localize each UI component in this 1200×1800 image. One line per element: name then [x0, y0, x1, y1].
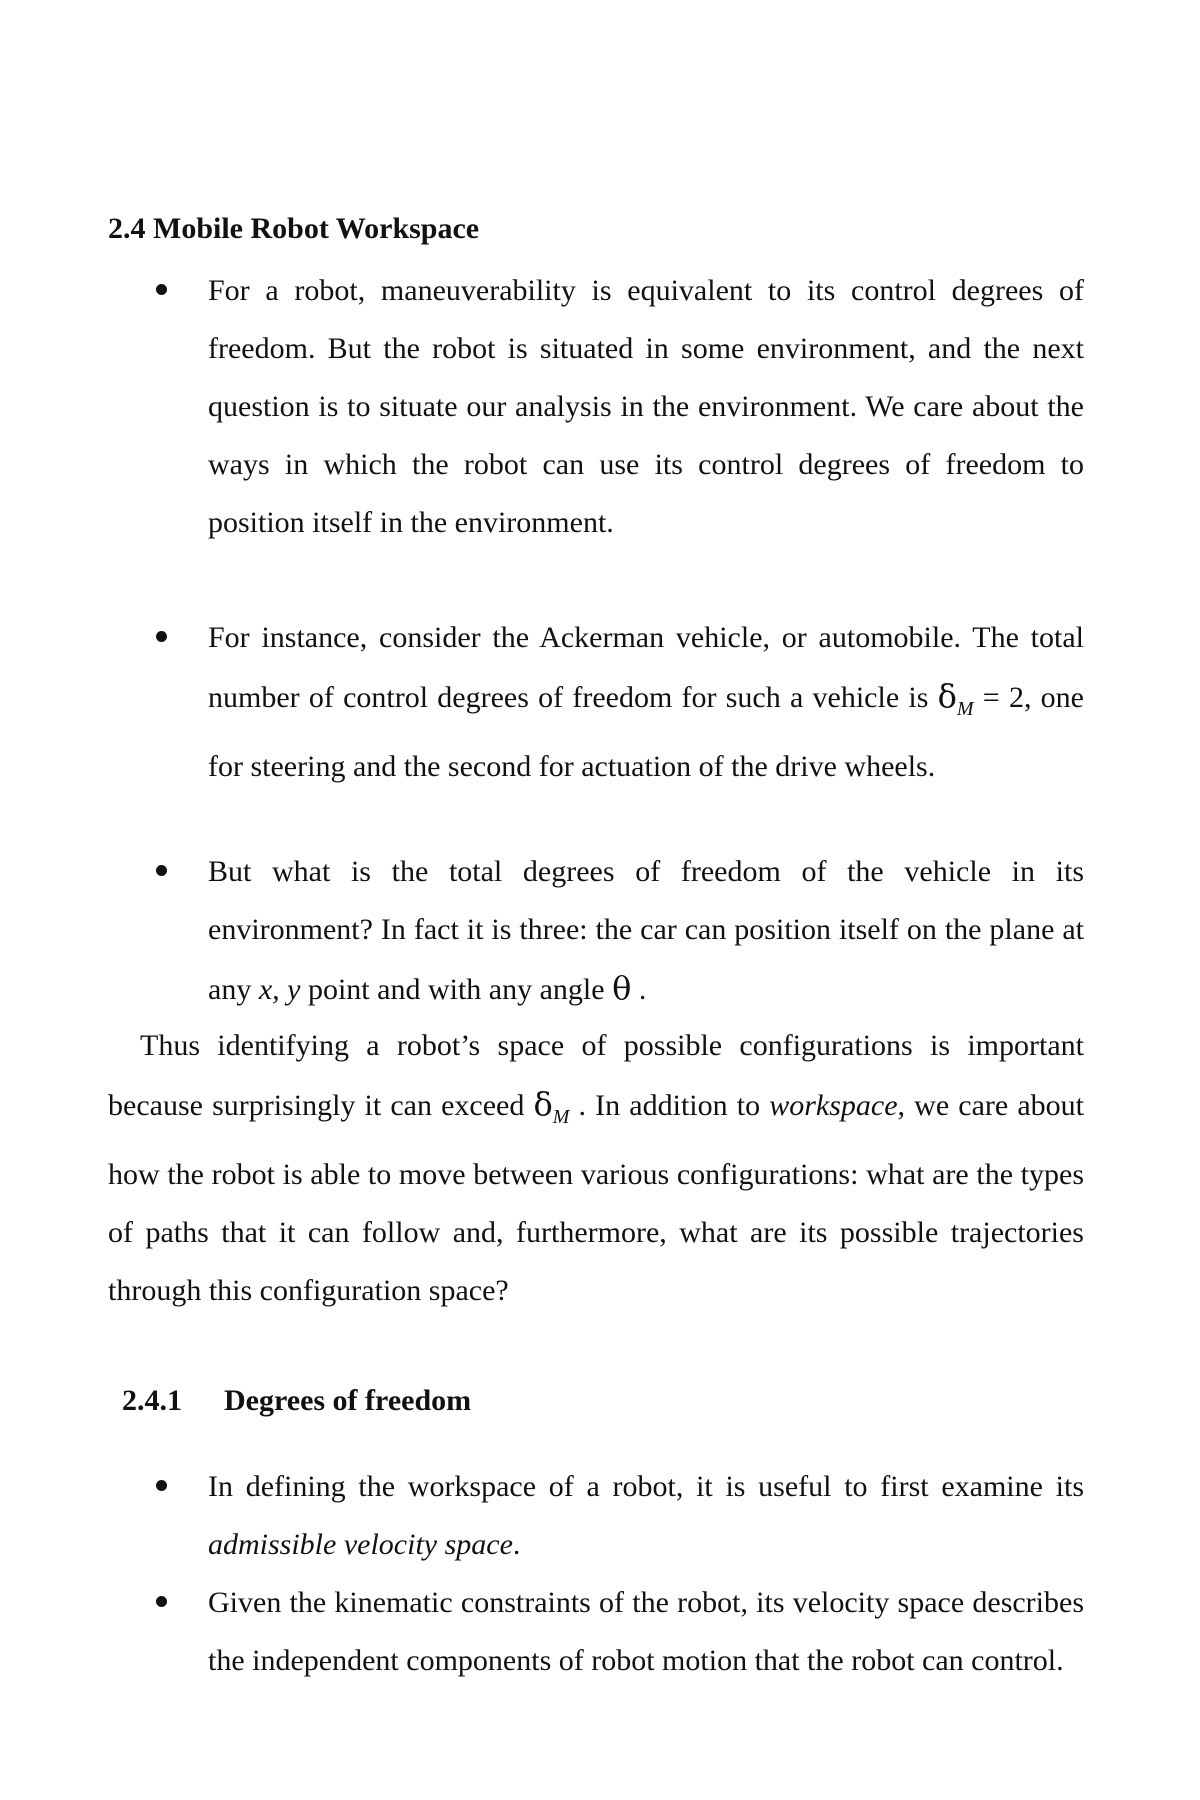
paragraph-text: , we care about how the robot is able to move between various configurations: what are the types of paths that it can follow and, furthermore, what are its possible trajectories through this configuration space?: [108, 1089, 1084, 1307]
delta-subscript: M: [552, 1106, 570, 1128]
bullet-item: [208, 609, 1084, 796]
delta-subscript: M: [956, 698, 974, 720]
section-number: 2.4: [108, 212, 146, 245]
bullet-marker: [156, 1480, 167, 1491]
body-paragraph: [108, 1017, 1084, 1320]
delta-symbol: δ: [533, 1085, 553, 1123]
italic-term: admissible velocity space: [208, 1528, 513, 1561]
subsection-number: 2.4.1: [122, 1384, 182, 1417]
bullet-text: In defining the workspace of a robot, it is useful to first examine its: [208, 1470, 1084, 1503]
section-title: Mobile Robot Workspace: [153, 212, 480, 245]
subsection-heading: [122, 1384, 471, 1418]
bullet-text: Given the kinematic constraints of the robot, its velocity space describes the independent components of robot motion that the robot can control.: [208, 1586, 1084, 1677]
bullet-text: But what is the total degrees of freedom of the vehicle in its environment? In fact it is three: the car can position itself on the plane at any: [208, 855, 1084, 1006]
bullet-item: [208, 843, 1084, 1019]
bullet-item: [208, 1458, 1084, 1574]
bullet-text: .: [631, 973, 647, 1006]
bullet-text: For instance, consider the Ackerman vehicle, or automobile. The total number of control degrees of freedom for such a vehicle is: [208, 621, 1084, 714]
xy-variable: x, y: [258, 973, 301, 1006]
bullet-item: [208, 1574, 1084, 1690]
paragraph-text: Thus identifying a robot’s space of possible configurations is important because surprisingly it can exceed: [108, 1029, 1084, 1122]
bullet-text: For a robot, maneuverability is equivalent to its control degrees of freedom. But the robot is situated in some environment, and the next question is to situate our analysis in the environment. We care about the ways in which the robot can use its control degrees of freedom to position itself in the environment.: [208, 274, 1084, 539]
bullet-item: [208, 262, 1084, 552]
bullet-marker: [156, 284, 167, 295]
bullet-text: = 2, one for steering and the second for actuation of the drive wheels.: [208, 681, 1084, 783]
bullet-text: .: [512, 1528, 521, 1561]
bullet-marker: [156, 865, 167, 876]
delta-symbol: δ: [937, 677, 957, 715]
theta-symbol: θ: [612, 969, 632, 1007]
bullet-marker: [156, 1596, 167, 1607]
subsection-title: Degrees of freedom: [224, 1384, 472, 1417]
paragraph-text: . In addition to: [569, 1089, 770, 1122]
section-heading: [108, 212, 479, 246]
bullet-marker: [156, 631, 167, 642]
bullet-text: point and with any angle: [300, 973, 613, 1006]
italic-term: workspace: [769, 1089, 898, 1122]
